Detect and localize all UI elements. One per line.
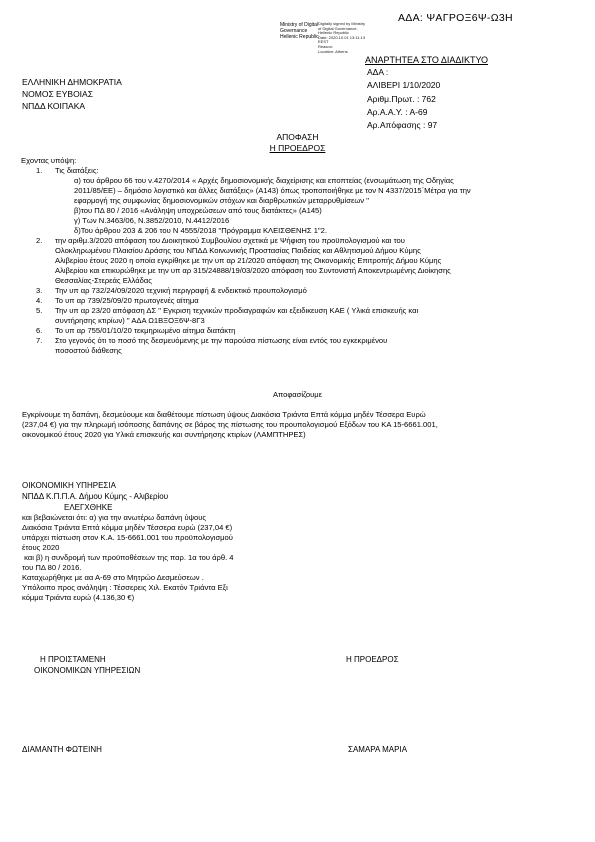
issuer-line: ΕΛΛΗΝΙΚΗ ΔΗΜΟΚΡΑΤΙΑ	[22, 77, 122, 87]
signature-line: Ministry of Digital	[280, 22, 319, 28]
proedros-heading: Η ΠΡΟΕΔΡΟΣ	[269, 143, 326, 153]
info-aay: Αρ.Α.Α.Υ. : Α-69	[367, 106, 428, 117]
consideration-item	[22, 326, 582, 336]
item-line: Αλιβερίου και επικυρώθηκε με την υπ αρ 315/24888/19/03/2020 απόφαση του Συντονιστή Αποκεντρωμένης Διοίκησης	[55, 266, 451, 275]
financial-detail-line: του ΠΔ 80 / 2016.	[22, 563, 82, 572]
issuer-line: ΝΠΔΔ ΚΟΙΠΑΚΑ	[22, 101, 86, 112]
item-line: συντήρησης κτιρίων) " ΑΔΑ Ω1ΒΞΟΞ6Ψ-8Γ3	[55, 316, 205, 325]
issuer-line: ΝΟΜΟΣ ΕΥΒΟΙΑΣ	[22, 89, 93, 100]
signature-line: Hellenic Republic	[280, 34, 319, 40]
item-line: Τις διατάξεις:	[55, 166, 99, 175]
financial-detail-line: υπάρχει πίστωση στον Κ.Α. 15-6661.001 του προϋπολογισμού	[22, 533, 233, 542]
anartitea-heading: ΑΝΑΡΤΗΤΕΑ ΣΤΟ ΔΙΑΔΙΚΤΥΟ	[365, 55, 488, 65]
signature-details	[318, 22, 365, 54]
considerations-intro: Εχοντας υπόψη:	[21, 156, 77, 165]
consideration-item	[22, 296, 582, 306]
item-line: Ολοκληρωμένου Πλαισίου Δράσης του ΝΠΔΔ Κοινωνικής Προστασίας Παιδείας και Αθλητισμού Δήμου Κύμης	[55, 246, 421, 255]
signature-line: Governance	[280, 28, 308, 34]
item-number: 3.	[36, 286, 43, 295]
left-title-line: Η ΠΡΟΙΣΤΑΜΕΝΗ	[40, 655, 106, 664]
consideration-item	[22, 336, 582, 356]
right-signatory-title: Η ΠΡΟΕΔΡΟΣ	[346, 655, 399, 664]
info-protocol: Αριθμ.Πρωτ. : 762	[367, 93, 436, 104]
signature-detail-line: Date: 2020.10.01 13:11:13	[318, 34, 366, 40]
ada-top: ΑΔΑ: ΨΑΓΡΟΞ6Ψ-Ω3Η	[398, 12, 513, 24]
left-signatory-title	[34, 655, 140, 676]
item-line: ποσοστού διάθεσης	[55, 346, 122, 355]
item-line: α) του άρθρου 66 του ν.4270/2014 « Αρχές δημοσιονομικής διαχείρισης και εποπτείας (ενσωμάτωση της Οδηγίας	[74, 176, 454, 185]
consideration-item	[22, 166, 582, 236]
signature-detail-line: EEST	[318, 39, 329, 45]
item-line: γ) Των Ν.3463/06, Ν.3852/2010, Ν.4412/2016	[74, 216, 230, 225]
info-decision-number: Αρ.Απόφασης : 97	[367, 120, 438, 131]
financial-detail-line: και βεβαιώνεται ότι: α) για την ανωτέρω δαπάνη ύψους	[22, 513, 207, 522]
info-ada: ΑΔΑ :	[367, 67, 389, 77]
item-number: 5.	[36, 306, 43, 315]
item-line: Θεσσαλίας-Στερεάς Ελλάδας	[55, 276, 152, 285]
item-number: 4.	[36, 296, 43, 305]
item-line: β)του ΠΔ 80 / 2016 «Ανάληψη υποχρεώσεων από τους διατάκτες» (Α145)	[74, 206, 322, 215]
approval-line: (237,04 €) για την πληρωμή ισόποσης δαπάνης σε βάρος της πίστωσης του προυπολογισμού Εξόδων του ΚΑ 15-6661.001,	[22, 420, 438, 429]
document-title: ΑΠΟΦΑΣΗ	[276, 132, 319, 142]
item-number: 1.	[36, 166, 43, 175]
approval-paragraph	[22, 410, 582, 440]
item-line: την αριθμ.3/2020 απόφαση του Διοικητικού Συμβουλίου σχετικά με Ψήφιση του προϋπολογισμού και του	[55, 236, 405, 245]
item-line: Το υπ αρ 755/01/10/20 τεκμηριωμένο αίτημα διατάκτη	[55, 326, 236, 335]
item-number: 6.	[36, 326, 43, 335]
signature-issuer	[280, 22, 319, 40]
issuer-info	[22, 76, 122, 113]
item-line: Αλιβερίου έτους 2020 η οποία εγκρίθηκε με την υπ αρ 21/2020 απόφαση της Οικονομικής Επιτροπής Δήμου Κύμης	[55, 256, 442, 265]
item-line: δ)Του άρθρου 203 & 206 του Ν 4555/2018 "Πρόγραμμα ΚΛΕΙΣΘΕΝΗΣ 1"2.	[74, 226, 327, 235]
consideration-item	[22, 236, 582, 286]
item-line: Το υπ αρ 739/25/09/20 πρωτογενές αίτημα	[55, 296, 199, 305]
decision-heading: Αποφασίζουμε	[272, 390, 323, 399]
signature-detail-line: Reason:	[318, 43, 333, 49]
consideration-item	[22, 306, 582, 326]
consideration-item	[22, 286, 582, 296]
left-signatory-name: ΔΙΑΜΑΝΤΗ ΦΩΤΕΙΝΗ	[22, 745, 102, 754]
signature-detail-line: Hellenic Republic	[318, 30, 349, 36]
considerations-list	[22, 156, 582, 356]
item-line: Την υπ αρ 732/24/09/2020 τεχνική περιγραφή & ενδεικτικό προυπολογισμό	[55, 286, 307, 295]
item-line: 2011/85/ΕΕ) – δημόσιο λογιστικό και άλλες διατάξεις» (Α143) όπως τροποποιήθηκε με τον Ν 4337/2015΄Μέτρα για την	[74, 186, 471, 195]
financial-detail-line: Υπόλοιπο προς ανάληψη : Τέσσερεις Χιλ. Εκατόν Τριάντα Εξι	[22, 583, 228, 592]
info-date: ΑΛΙΒΕΡΙ 1/10/2020	[367, 80, 441, 91]
document-subtitle	[0, 143, 595, 153]
signature-detail-line: of Digital Governance,	[318, 25, 358, 31]
financial-service-line: ΝΠΔΔ Κ.Π.Π.Α. Δήμου Κύμης - Αλιβερίου	[22, 492, 169, 501]
left-title-line: ΟΙΚΟΝΟΜΙΚΩΝ ΥΠΗΡΕΣΙΩΝ	[34, 665, 141, 675]
financial-service-block	[22, 480, 322, 603]
item-line: εφαρμογή της συμφωνίας δημοσιονομικών στόχων και διαρθρωτικών μεταρρυθμίσεων ''	[74, 196, 370, 205]
item-line: Την υπ αρ 23/20 απόφαση ΔΣ " Εγκριση τεχνικών προδιαγραφών και εξειδικευση ΚΑΕ ( Υλικά επισκευής και	[55, 306, 419, 315]
financial-detail-line: Καταχωρήθηκε με αα Α-69 στο Μητρώο Δεσμεύσεων .	[22, 573, 204, 582]
item-number: 2.	[36, 236, 43, 245]
financial-detail-line: κόμμα Τριάντα ευρώ (4.136,30 €)	[22, 593, 135, 602]
document-info	[367, 66, 440, 132]
financial-detail-line: έτους 2020	[22, 543, 60, 552]
right-signatory-name: ΣΑΜΑΡΑ ΜΑΡΙΑ	[348, 745, 408, 754]
financial-detail-line: και β) η συνδρομή των προϋποθέσεων της παρ. 1α του άρθ. 4	[22, 553, 234, 562]
signature-detail-line: Location: Athens	[318, 48, 348, 54]
signature-detail-line: Digitally signed by Ministry	[318, 21, 366, 26]
checked-label: ΕΛΕΓΧΘΗΚΕ	[64, 503, 113, 512]
financial-service-line: ΟΙΚΟΝΟΜΙΚΗ ΥΠΗΡΕΣΙΑ	[22, 481, 116, 490]
approval-line: οικονομικού έτους 2020 για Υλικά επισκευής και συντήρησης κτιρίων (ΛΑΜΠΤΗΡΕΣ)	[22, 430, 306, 439]
approval-line: Εγκρίνουμε τη δαπάνη, δεσμεύουμε και διαθέτουμε πίστωση ύψους Διακόσια Τριάντα Επτά κόμμα μηδέν Τέσσερα Ευρώ	[22, 410, 426, 419]
item-line: Στο γεγονός ότι το ποσό της δεσμευόμενης με την παρούσα πίστωσης είναι εντός του εγκεκριμένου	[55, 336, 388, 345]
item-number: 7.	[36, 336, 43, 345]
financial-detail-line: Διακόσια Τριάντα Επτά κόμμα μηδέν Τέσσερα ευρώ (237,04 €)	[22, 523, 233, 532]
